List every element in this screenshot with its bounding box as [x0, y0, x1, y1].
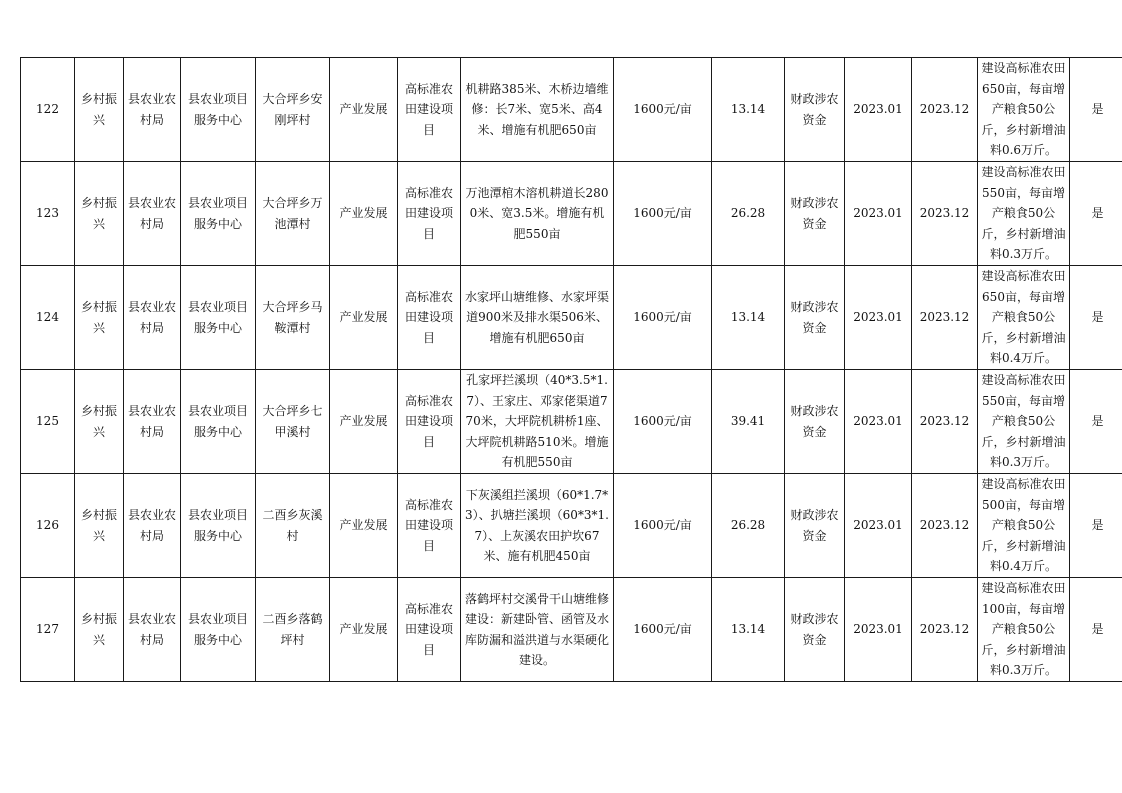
fund-source-cell: 财政涉农资金 — [785, 474, 845, 578]
start-date-cell: 2023.01 — [845, 370, 912, 474]
category-cell: 乡村振兴 — [75, 578, 124, 682]
start-date-cell: 2023.01 — [845, 266, 912, 370]
project-name-cell: 高标准农田建设项目 — [398, 58, 461, 162]
table-row — [21, 578, 1122, 682]
department-cell: 县农业农村局 — [124, 370, 181, 474]
start-date-cell: 2023.01 — [845, 162, 912, 266]
row-number-cell: 127 — [21, 578, 75, 682]
category-cell: 乡村振兴 — [75, 370, 124, 474]
start-date-cell: 2023.01 — [845, 474, 912, 578]
end-date-cell: 2023.12 — [912, 578, 978, 682]
project-name-cell: 高标准农田建设项目 — [398, 370, 461, 474]
implementing-unit-cell: 县农业项目服务中心 — [181, 578, 256, 682]
subsidy-standard-cell: 1600元/亩 — [614, 578, 712, 682]
location-cell: 二酉乡灰溪村 — [256, 474, 330, 578]
flag-cell: 是 — [1070, 266, 1122, 370]
row-number-cell: 126 — [21, 474, 75, 578]
department-cell: 县农业农村局 — [124, 578, 181, 682]
fund-amount-cell: 39.41 — [712, 370, 785, 474]
flag-cell: 是 — [1070, 578, 1122, 682]
subsidy-standard-cell: 1600元/亩 — [614, 474, 712, 578]
flag-cell: 是 — [1070, 474, 1122, 578]
implementing-unit-cell: 县农业项目服务中心 — [181, 58, 256, 162]
subsidy-standard-cell: 1600元/亩 — [614, 58, 712, 162]
category-cell: 乡村振兴 — [75, 266, 124, 370]
location-cell: 大合坪乡马鞍潭村 — [256, 266, 330, 370]
location-cell: 二酉乡落鹤坪村 — [256, 578, 330, 682]
department-cell: 县农业农村局 — [124, 162, 181, 266]
table-row — [21, 474, 1122, 578]
implementing-unit-cell: 县农业项目服务中心 — [181, 162, 256, 266]
subsidy-standard-cell: 1600元/亩 — [614, 266, 712, 370]
flag-cell: 是 — [1070, 370, 1122, 474]
project-type-cell: 产业发展 — [330, 266, 398, 370]
fund-source-cell: 财政涉农资金 — [785, 370, 845, 474]
implementing-unit-cell: 县农业项目服务中心 — [181, 266, 256, 370]
construction-content-cell: 孔家坪拦溪坝（40*3.5*1.7）、王家庄、邓家佬渠道770米，大坪院机耕桥1座、大坪院机耕路510米。增施有机肥550亩 — [461, 370, 614, 474]
end-date-cell: 2023.12 — [912, 162, 978, 266]
project-type-cell: 产业发展 — [330, 578, 398, 682]
expected-benefit-cell: 建设高标准农田100亩，每亩增产粮食50公斤，乡村新增油料0.3万斤。 — [978, 578, 1070, 682]
table-row — [21, 58, 1122, 162]
row-number-cell: 124 — [21, 266, 75, 370]
subsidy-standard-cell: 1600元/亩 — [614, 370, 712, 474]
end-date-cell: 2023.12 — [912, 370, 978, 474]
construction-content-cell: 下灰溪组拦溪坝（60*1.7*3）、扒塘拦溪坝（60*3*1.7）、上灰溪农田护坎67米、施有机肥450亩 — [461, 474, 614, 578]
department-cell: 县农业农村局 — [124, 58, 181, 162]
subsidy-standard-cell: 1600元/亩 — [614, 162, 712, 266]
row-number-cell: 123 — [21, 162, 75, 266]
row-number-cell: 122 — [21, 58, 75, 162]
construction-content-cell: 落鹤坪村交溪骨干山塘维修建设：新建卧管、函管及水库防漏和溢洪道与水渠硬化建设。 — [461, 578, 614, 682]
category-cell: 乡村振兴 — [75, 58, 124, 162]
department-cell: 县农业农村局 — [124, 266, 181, 370]
fund-amount-cell: 13.14 — [712, 578, 785, 682]
fund-amount-cell: 13.14 — [712, 266, 785, 370]
start-date-cell: 2023.01 — [845, 58, 912, 162]
fund-source-cell: 财政涉农资金 — [785, 266, 845, 370]
end-date-cell: 2023.12 — [912, 266, 978, 370]
row-number-cell: 125 — [21, 370, 75, 474]
construction-content-cell: 机耕路385米、木桥边墙维修：长7米、宽5米、高4米、增施有机肥650亩 — [461, 58, 614, 162]
expected-benefit-cell: 建设高标准农田550亩，每亩增产粮食50公斤，乡村新增油料0.3万斤。 — [978, 370, 1070, 474]
table-row — [21, 162, 1122, 266]
construction-content-cell: 水家坪山塘维修、水家坪渠道900米及排水渠506米、增施有机肥650亩 — [461, 266, 614, 370]
location-cell: 大合坪乡七甲溪村 — [256, 370, 330, 474]
category-cell: 乡村振兴 — [75, 474, 124, 578]
location-cell: 大合坪乡安刚坪村 — [256, 58, 330, 162]
fund-amount-cell: 26.28 — [712, 474, 785, 578]
table-row — [21, 266, 1122, 370]
expected-benefit-cell: 建设高标准农田500亩，每亩增产粮食50公斤，乡村新增油料0.4万斤。 — [978, 474, 1070, 578]
location-cell: 大合坪乡万池潭村 — [256, 162, 330, 266]
end-date-cell: 2023.12 — [912, 474, 978, 578]
fund-source-cell: 财政涉农资金 — [785, 58, 845, 162]
project-name-cell: 高标准农田建设项目 — [398, 578, 461, 682]
fund-source-cell: 财政涉农资金 — [785, 578, 845, 682]
project-type-cell: 产业发展 — [330, 474, 398, 578]
start-date-cell: 2023.01 — [845, 578, 912, 682]
flag-cell: 是 — [1070, 162, 1122, 266]
fund-source-cell: 财政涉农资金 — [785, 162, 845, 266]
expected-benefit-cell: 建设高标准农田650亩，每亩增产粮食50公斤，乡村新增油料0.4万斤。 — [978, 266, 1070, 370]
project-table — [20, 57, 1122, 682]
construction-content-cell: 万池潭棺木溶机耕道长2800米、宽3.5米。增施有机肥550亩 — [461, 162, 614, 266]
implementing-unit-cell: 县农业项目服务中心 — [181, 474, 256, 578]
project-type-cell: 产业发展 — [330, 162, 398, 266]
category-cell: 乡村振兴 — [75, 162, 124, 266]
project-name-cell: 高标准农田建设项目 — [398, 266, 461, 370]
fund-amount-cell: 13.14 — [712, 58, 785, 162]
project-type-cell: 产业发展 — [330, 370, 398, 474]
flag-cell: 是 — [1070, 58, 1122, 162]
expected-benefit-cell: 建设高标准农田650亩，每亩增产粮食50公斤，乡村新增油料0.6万斤。 — [978, 58, 1070, 162]
implementing-unit-cell: 县农业项目服务中心 — [181, 370, 256, 474]
project-name-cell: 高标准农田建设项目 — [398, 162, 461, 266]
project-type-cell: 产业发展 — [330, 58, 398, 162]
table-row — [21, 370, 1122, 474]
expected-benefit-cell: 建设高标准农田550亩，每亩增产粮食50公斤，乡村新增油料0.3万斤。 — [978, 162, 1070, 266]
fund-amount-cell: 26.28 — [712, 162, 785, 266]
project-name-cell: 高标准农田建设项目 — [398, 474, 461, 578]
department-cell: 县农业农村局 — [124, 474, 181, 578]
end-date-cell: 2023.12 — [912, 58, 978, 162]
